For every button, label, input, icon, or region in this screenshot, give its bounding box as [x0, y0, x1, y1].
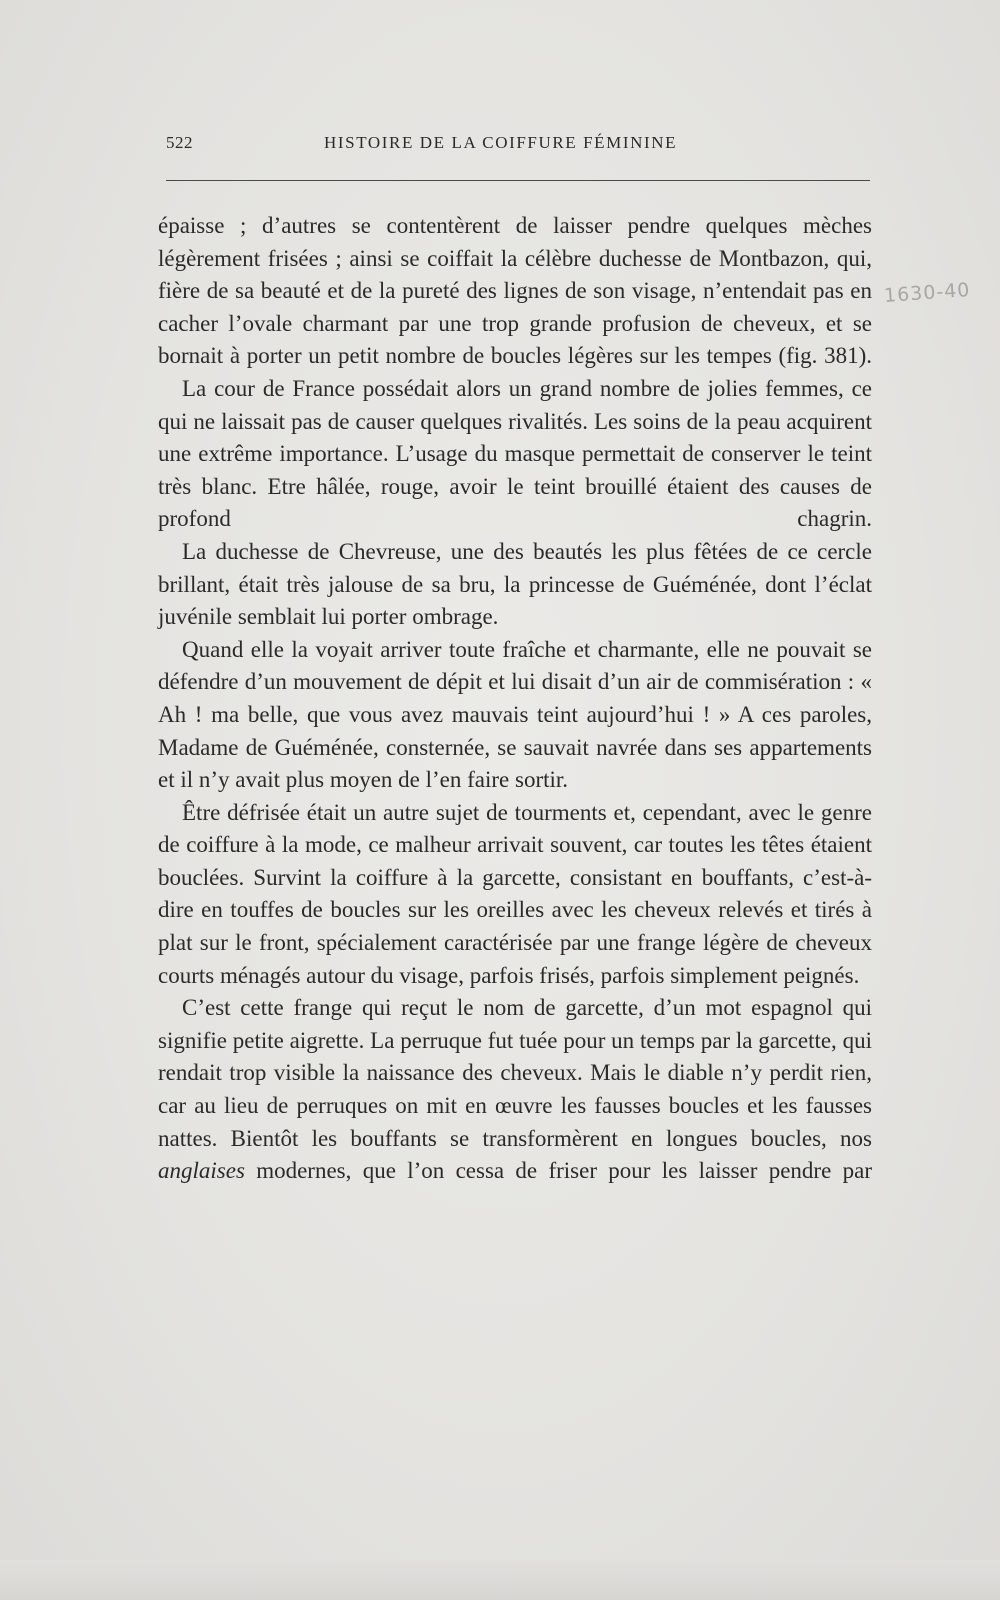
- running-head: [166, 133, 872, 157]
- paragraph-6-emphasis: anglaises: [158, 1158, 245, 1184]
- paragraph-6-text-before: C’est cette frange qui reçut le nom de garcette, d’un mot espagnol qui signifie petite aigrette. La perruque fut tuée pour un temps par la garcette, qui rendait trop visible la naissance des cheveux. Mais le diable n’y perdit rien, car au lieu de perruques on mit en œuvre les fausses boucles et les fausses nattes. Bientôt les bouffants se transformèrent en longues boucles, nos: [158, 995, 872, 1151]
- paragraph-6-text-after: modernes, que l’on cessa de friser pour les laisser pendre par: [244, 1158, 872, 1184]
- handwritten-margin-note: 1630-40: [883, 279, 972, 307]
- body-text: [158, 210, 872, 1188]
- paragraph-1: épaisse ; d’autres se contentèrent de laisser pendre quelques mèches légèrement frisées ; ainsi se coiffait la célèbre duchesse de Montbazon, qui, fière de sa beauté et de la pureté des lignes de son visage, n’entendait pas en cacher l’ovale charmant par une trop grande profusion de cheveux, et se bornait à porter un petit nombre de boucles légères sur les tempes (fig. 381).: [158, 213, 872, 369]
- paragraph-5: Être défrisée était un autre sujet de tourments et, cependant, avec le genre de coiffure à la mode, ce malheur arrivait souvent, car toutes les têtes étaient bouclées. Survint la coiffure à la garcette, consistant en bouffants, c’est-à-dire en touffes de boucles sur les oreilles avec les cheveux relevés et tirés à plat sur le front, spécialement caractérisée par une frange légère de cheveux courts ménagés autour du visage, parfois frisés, parfois simplement peignés.: [158, 799, 872, 988]
- paragraph-6: [158, 992, 872, 1188]
- paragraph-3: La duchesse de Chevreuse, une des beautés les plus fêtées de ce cercle brillant, était très jalouse de sa bru, la princesse de Guéménée, dont l’éclat juvénile semblait lui porter ombrage.: [158, 538, 872, 630]
- page-number: 522: [166, 133, 193, 152]
- paragraph-2: La cour de France possédait alors un grand nombre de jolies femmes, ce qui ne laissait pas de causer quelques rivalités. Les soins de la peau acquirent une extrême importance. L’usage du masque permettait de conserver le teint très blanc. Etre hâlée, rouge, avoir le teint brouillé étaient des causes de profond chagrin.: [158, 375, 872, 532]
- paragraph-4: Quand elle la voyait arriver toute fraîche et charmante, elle ne pouvait se défendre d’un mouvement de dépit et lui disait d’un air de commisération : « Ah ! ma belle, que vous avez mauvais teint aujourd’hui ! » A ces paroles, Madame de Guéménée, consternée, se sauvait navrée dans ses appartements et il n’y avait plus moyen de l’en faire sortir.: [158, 636, 872, 793]
- header-rule: [166, 180, 870, 181]
- page-bottom-shade: [0, 1560, 1000, 1600]
- running-title: HISTOIRE DE LA COIFFURE FÉMININE: [324, 133, 678, 152]
